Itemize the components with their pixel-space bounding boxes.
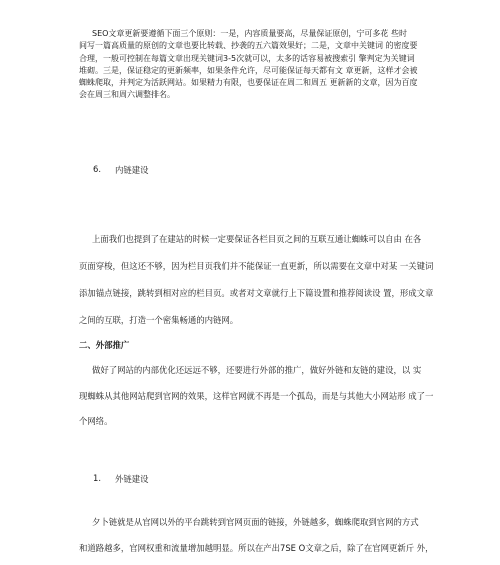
paragraph-line: 添加锚点链接，跳转到相对应的栏目页。或者对文章就行上下篇设置和推荐阅读设 置，形成文章 (79, 288, 434, 298)
heading-title: 内链建设 (115, 165, 149, 175)
paragraph-line: 蜘蛛爬取，并判定为活跃网站。如果精力有限，也要保证在周二和周五 更新新的文章，因为百度 (79, 78, 418, 87)
heading-title: 外链建设 (115, 474, 149, 484)
heading-number: 1. (93, 473, 101, 483)
paragraph-line: 会在周三和周六调整排名。 (79, 90, 175, 99)
paragraph-line: 上面我们也提到了在建站的时候一定要保证各栏目页之间的互联互通让蜘蛛可以自由 在各 (92, 234, 422, 244)
section-heading: 二、外部推广 (79, 340, 130, 350)
paragraph-line: 做好了网站的内部优化还远远不够，还要进行外部的推广，做好外链和友链的建设，以 实 (92, 365, 422, 375)
paragraph-line: 个网络。 (79, 416, 113, 426)
paragraph-line: 现蜘蛛从其他网站爬到官网的效果，这样官网就不再是一个孤岛，而是与其他大小网站形 成了一 (79, 391, 434, 401)
paragraph-line: 和道路越多，官网权重和流量增加越明显。所以在产出7SE O文章之后，除了在官网更新斤 外， (79, 543, 434, 553)
paragraph-line: 间写一篇高质量的原创的文章也要比转载、抄袭的五六篇效果好；二是，文章中关键词 的密度要 (79, 41, 418, 50)
paragraph-line: 之间的互联，打造一个密集畅通的内链网。 (79, 315, 239, 325)
paragraph-line: SEO文章更新要遵循下面三个原则：一是，内容质量要高，尽量保证原创，宁可多花 些时 (92, 29, 407, 38)
paragraph-line: 页面穿梭，但这还不够，因为栏目页我们并不能保证一直更新，所以需要在文章中对某 一关键词 (79, 261, 434, 271)
paragraph-line: 夕卜链就是从官网以外的平台跳转到官网页面的链接，外链越多，蜘蛛爬取到官网的方式 (92, 517, 419, 527)
paragraph-line: 堆砌。三是，保证稳定的更新频率，如果条件允许，尽可能保证每天都有文 章更新，这样才会被 (79, 66, 418, 75)
paragraph-line: 合理，一般可控制在每篇文章出现关键词3-5次就可以，太多的话容易被搜索引 擎判定为关键词 (79, 54, 415, 63)
heading-number: 6. (93, 164, 101, 174)
